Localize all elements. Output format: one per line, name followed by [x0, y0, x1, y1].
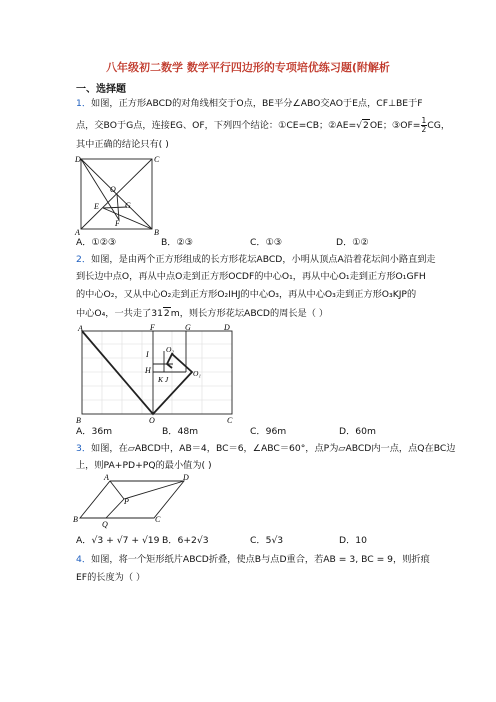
q1-option-a[interactable]: A．①②③ — [76, 237, 117, 248]
q2-label-g: G — [185, 323, 191, 332]
q3-parallelogram-figure — [72, 470, 190, 530]
q1-label-f: F — [115, 219, 120, 228]
q1-label-g: G — [125, 201, 131, 210]
q1-label-e: E — [94, 202, 99, 211]
q2-text4a: 中心O₄，一共走了31 — [76, 308, 163, 319]
q1-option-d[interactable]: D．①② — [336, 237, 369, 248]
q1-line2: 点，交BO于G点，连接EG、OF，下列四个结论：①CE=CB；②AE=√2OE；③OF= $\frac{1}{2}$ CG， — [76, 116, 451, 134]
q1-text1: 如图，正方形ABCD的对角线相交于O点，BE平分∠ABO交AO于E点，CF⊥BE于F — [91, 98, 423, 109]
q1-text2a: 点，交BO于G点，连接EG、OF，下列四个结论：①CE=CB；②AE= — [76, 120, 357, 131]
q4-number: 4． — [76, 554, 92, 565]
q2-label-o1: O₁ — [193, 369, 202, 378]
q3-number: 3． — [76, 443, 92, 454]
q3-label-b: B — [73, 515, 78, 524]
q1-label-d: D — [75, 155, 81, 164]
q1-option-c[interactable]: C．①③ — [250, 237, 283, 248]
q1-line1 — [76, 99, 423, 108]
q1-option-b[interactable]: B．②③ — [161, 237, 193, 248]
q2-line1 — [76, 255, 436, 264]
q2-label-o: O — [149, 416, 155, 425]
q2-text1: 如图，是由两个正方形组成的长方形花坛ABCD，小明从顶点A沿着花坛间小路直到走 — [91, 254, 436, 265]
q2-line3: 的中心O₂，又从中心O₂走到正方形O₂IHJ的中心O₃，再从中心O₃走到正方形O₃KJP的 — [76, 289, 417, 300]
q2-label-d: D — [224, 323, 230, 332]
q2-number: 2． — [76, 254, 92, 265]
q2-label-f: F — [150, 323, 155, 332]
q4-line2: EF的长度为（ ） — [76, 572, 146, 583]
q3-text1: 如图，在▱ABCD中，AB＝4，BC＝6，∠ABC＝60°，点P为▱ABCD内一点，点Q在BC边 — [91, 443, 456, 454]
q1-text2b: OE；③OF= — [369, 120, 421, 131]
q4-line1 — [76, 555, 430, 564]
section-heading: 一、选择题 — [76, 84, 126, 95]
q2-label-a: A — [78, 324, 83, 333]
q2-label-b: B — [76, 416, 81, 425]
q3-label-q: Q — [102, 520, 108, 529]
q2-label-o2: O₂ — [166, 345, 175, 354]
q2-label-i: I — [146, 350, 149, 359]
q2-garden-figure — [72, 322, 244, 426]
q2-label-c: C — [227, 416, 233, 425]
q3-option-a[interactable]: A．√3 + √7 + √19 — [76, 535, 160, 546]
q2-option-c[interactable]: C．96m — [250, 426, 287, 437]
q4-text1: 如图，将一个矩形纸片ABCD折叠，使点B与点D重合，若AB = 3, BC = 9，则折痕 — [91, 554, 430, 565]
q3-line1 — [76, 444, 455, 453]
q2-option-d[interactable]: D．60m — [339, 426, 376, 437]
q2-label-h: H — [145, 366, 151, 375]
q1-label-a: A — [75, 228, 80, 236]
q3-option-d[interactable]: D．10 — [339, 535, 367, 546]
q3-label-c: C — [155, 515, 161, 524]
q2-option-a[interactable]: A．36m — [76, 426, 113, 437]
q2-text4b: m，则长方形花坛ABCD的周长是（ ） — [170, 308, 329, 319]
q2-line2: 到长边中点O，再从中点O走到正方形OCDF的中心O₁，再从中心O₁走到正方形O₁GFH — [76, 271, 426, 282]
q1-text2c: CG， — [427, 120, 451, 131]
q2-line4 — [76, 309, 328, 318]
q1-number: 1． — [76, 98, 92, 109]
q3-line2: 上，则PA+PD+PQ的最小值为( ) — [76, 460, 212, 471]
q1-label-c: C — [154, 155, 160, 164]
q3-label-d: D — [183, 473, 189, 482]
page-title: 八年级初二数学 数学平行四边形的专项培优练习题(附解析 — [106, 61, 390, 74]
q1-label-o: O — [110, 185, 116, 194]
q1-line3: 其中正确的结论只有( ) — [76, 139, 169, 150]
q3-option-b[interactable]: B．6+2√3 — [162, 535, 209, 546]
q2-label-kj: K J — [158, 375, 169, 384]
q2-option-b[interactable]: B．48m — [162, 426, 199, 437]
q2-sqrt: 2 — [163, 308, 170, 319]
q1-square-figure — [72, 152, 164, 236]
q3-label-p: P — [124, 497, 129, 506]
q3-option-c[interactable]: C．5√3 — [250, 535, 284, 546]
q1-label-b: B — [154, 228, 159, 236]
q3-label-a: A — [104, 473, 109, 482]
q1-fraction: $\frac{1}{2}$ — [421, 116, 427, 134]
q1-sqrt: 2 — [362, 120, 369, 131]
